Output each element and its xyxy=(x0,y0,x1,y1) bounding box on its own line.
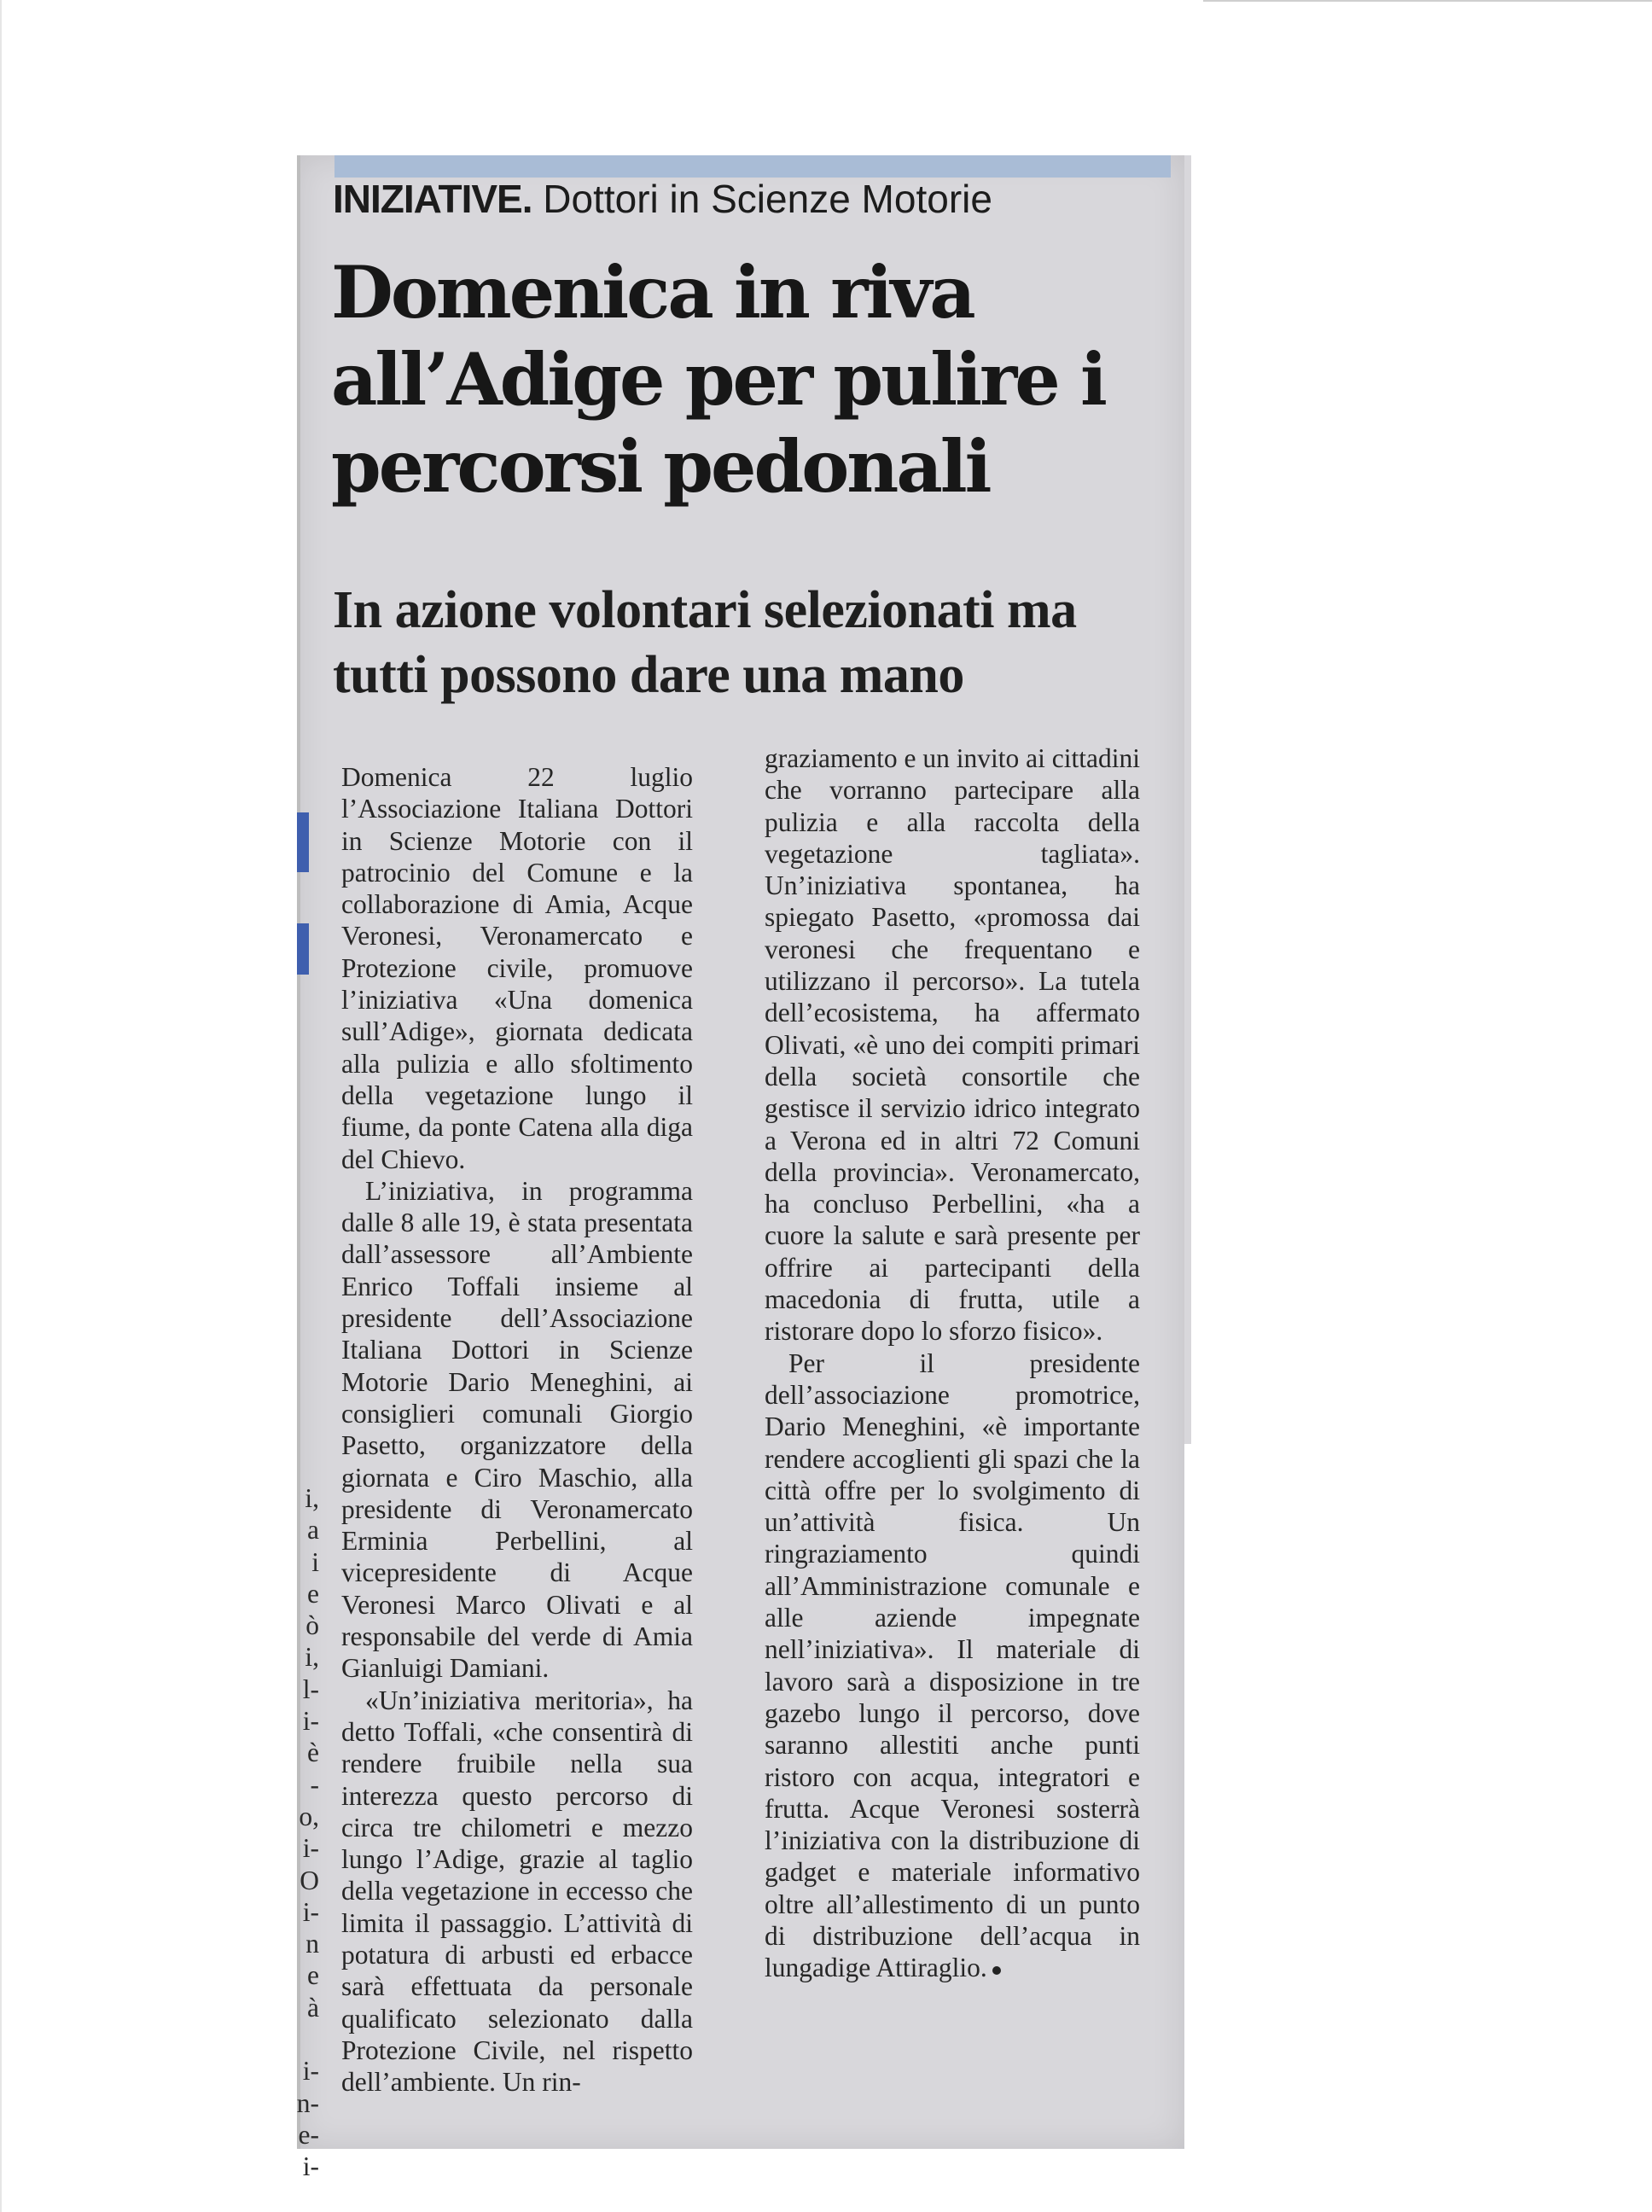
section-color-band xyxy=(334,155,1171,178)
fragment: O xyxy=(300,1865,319,1895)
fragment: ò xyxy=(305,1610,319,1641)
adjacent-column-mark xyxy=(297,923,309,975)
article-paragraph: graziamento e un invito ai cittadini che vorranno partecipare alla pulizia e alla raccolta della vegetazione tagliata». Un’iniziativa spontanea, ha spiegato Pasetto, «promossa dai veronesi che frequentano e utilizzano il percorso». La tutela dell’ecosistema, ha affermato Olivati, «è uno dei compiti primari della società consortile che gestisce il servizio idrico integrato a Verona ed in altri 72 Comuni della provincia». Veronamercato, ha concluso Perbellini, «ha a cuore la salute e sarà presente per offrire ai partecipanti della macedonia di frutta, utile a ristorare dopo lo sforzo fisico». xyxy=(765,743,1140,1347)
newspaper-clipping xyxy=(296,155,1184,2182)
end-mark xyxy=(992,1966,1001,1975)
fragment: n- xyxy=(296,2087,319,2118)
fragment: i, xyxy=(305,1642,319,1673)
article-paragraph: Domenica 22 luglio l’Associazione Italiana Dottori in Scienze Motorie con il patrocinio del Comune e la collaborazione di Amia, Acque Veronesi, Veronamercato e Protezione civile, promuove l’iniziativa «Una domenica sull’Adige», giornata dedicata alla pulizia e allo sfoltimento della vegetazione lungo il fiume, da ponte Catena alla diga del Chievo. xyxy=(341,762,693,1174)
page-edge-line xyxy=(1203,0,1652,2)
fragment: l- xyxy=(302,1674,319,1704)
fragment: i- xyxy=(302,1706,319,1737)
article-paragraph xyxy=(765,1348,1140,1984)
adjacent-column-mark xyxy=(297,812,309,872)
fragment: e xyxy=(307,1578,319,1609)
article-paragraph: «Un’iniziativa meritoria», ha detto Toffali, «che consentirà di rendere fruibile nella sua interezza questo percorso di circa tre chilometri e mezzo lungo l’Adige, grazie al taglio della vegetazione in eccesso che limita il passaggio. L’attività di potatura di arbusti ed erbacce sarà effettuata da personale qualificato selezionato dalla Protezione Civile, nel rispetto dell’ambiente. Un rin- xyxy=(341,1685,693,2098)
headline: Domenica in riva all’Adige per pulire i percorsi pedonali xyxy=(331,250,1105,509)
article-column-right xyxy=(765,742,1140,1984)
page-edge-line-left xyxy=(0,0,2,2212)
kicker-text: Dottori in Scienze Motorie xyxy=(532,177,992,221)
subheadline: In azione volontari selezionati ma tutti possono dare una mano xyxy=(333,581,1077,704)
article-paragraph: L’iniziativa, in programma dalle 8 alle 19, è stata presentata dall’assessore all’Ambiente Enrico Toffali insieme al presidente dell’Associazione Italiana Dottori in Scienze Motorie Dario Meneghini, ai consiglieri comunali Giorgio Pasetto, organizzatore della giornata e Ciro Maschio, alla presidente di Veronamercato Erminia Perbellini, al vicepresidente di Acque Veronesi Marco Olivati e al responsabile del verde di Amia Gianluigi Damiani. xyxy=(341,1175,693,1684)
fragment: n xyxy=(305,1929,319,1959)
fragment: i- xyxy=(302,2056,319,2087)
fragment: e- xyxy=(298,2119,319,2150)
kicker-tag: INIZIATIVE. xyxy=(333,177,532,221)
fragment: a xyxy=(307,1515,319,1545)
fragment xyxy=(294,2023,319,2055)
fragment: i- xyxy=(302,1833,319,1864)
fragment: i, xyxy=(305,1483,319,1513)
fragment: - xyxy=(310,1769,319,1800)
fragment: e xyxy=(307,1960,319,1991)
fragment: o, xyxy=(299,1801,319,1831)
clipping-edge-right xyxy=(1184,155,1191,1444)
adjacent-article-fragments xyxy=(294,1482,319,2183)
article-paragraph-text: Per il presidente dell’associazione promotrice, Dario Meneghini, «è importante rendere accoglienti gli spazi che la città offre per lo svolgimento di un’attività fisica. Un ringraziamento quindi all’Amministrazione comunale e alle aziende impegnate nell’iniziativa». Il materiale di lavoro sarà a disposizione in tre gazebo lungo il percorso, dove saranno allestiti anche punti ristoro con acqua, integratori e frutta. Acque Veronesi sosterrà l’iniziativa con la distribuzione di gadget e materiale informativo oltre all’allestimento di un punto di distribuzione dell’acqua in lungadige Attiraglio. xyxy=(765,1348,1140,1983)
kicker xyxy=(333,176,992,222)
article-column-left xyxy=(341,761,693,2098)
fragment: è xyxy=(307,1738,319,1768)
fragment: i- xyxy=(302,1896,319,1927)
fragment: i xyxy=(311,1546,319,1577)
fragment: i- xyxy=(302,2151,319,2182)
fragment: à xyxy=(307,1992,319,2023)
